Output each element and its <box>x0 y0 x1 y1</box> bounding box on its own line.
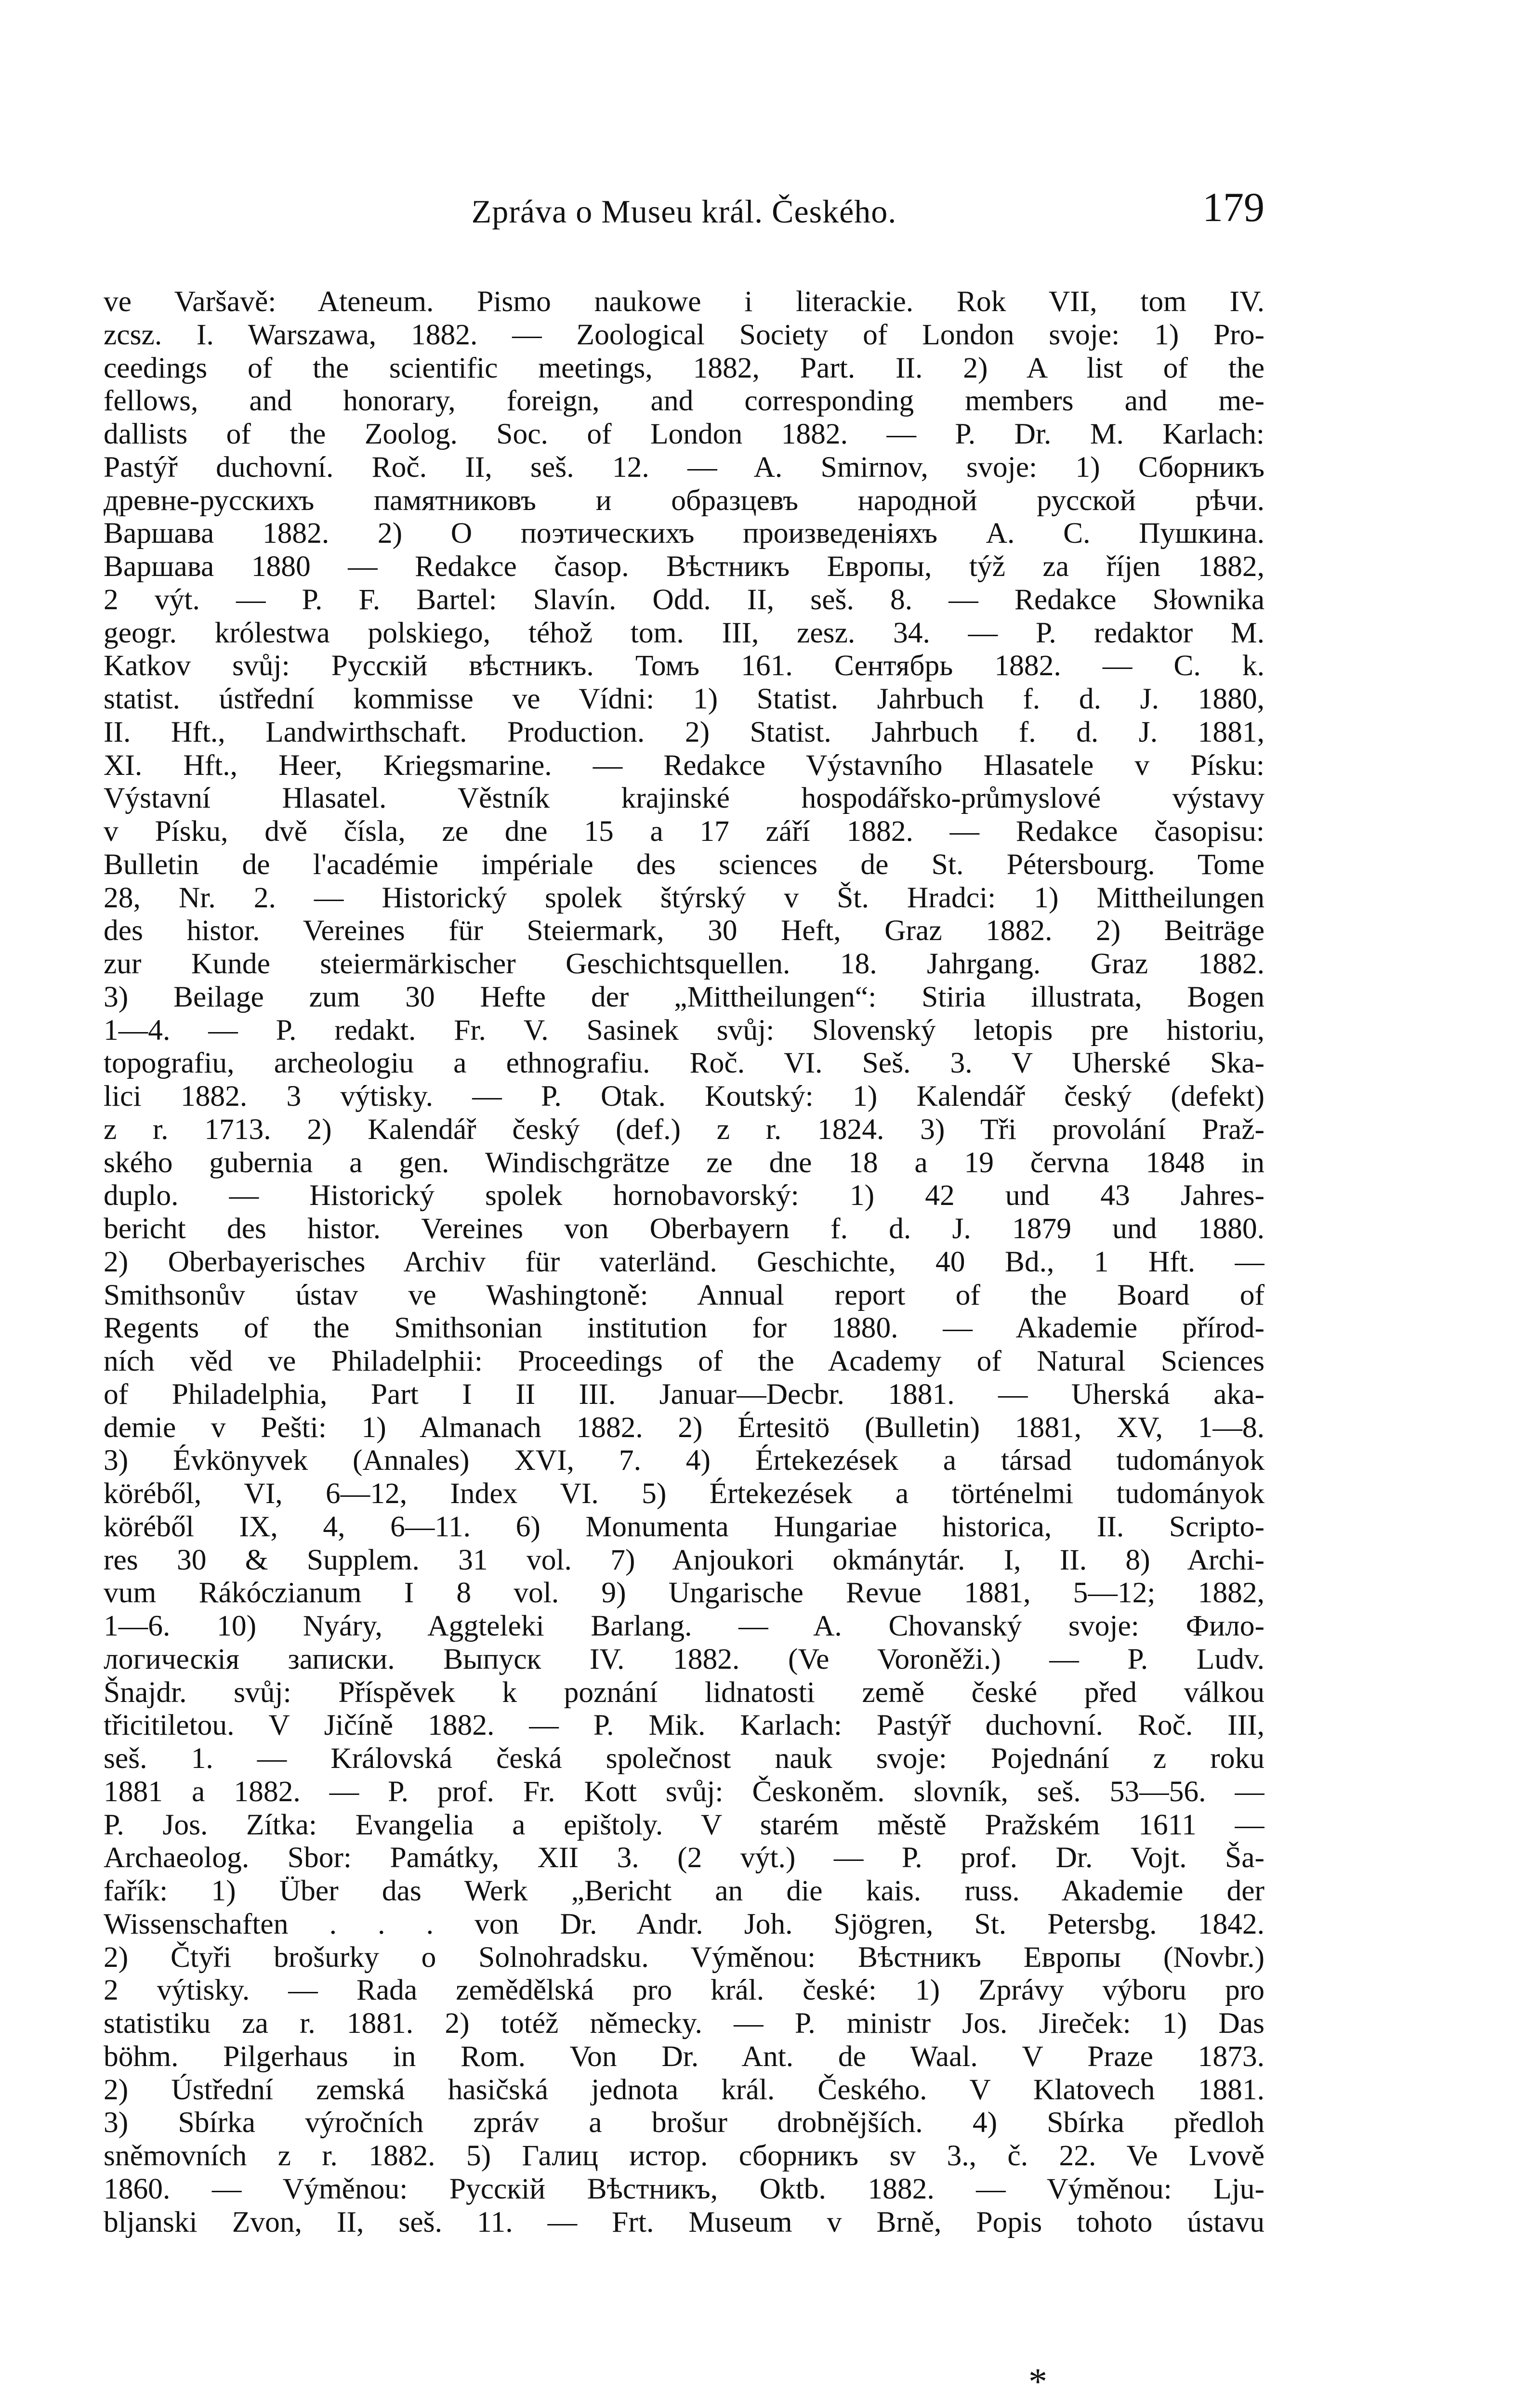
text-line: Варшава 1882. 2) О поэтическихъ произведеніяхъ А. С. Пушкина. <box>104 517 1265 550</box>
text-line: bericht des histor. Vereines von Oberbayern f. d. J. 1879 und 1880. <box>104 1212 1265 1245</box>
text-line: ve Varšavě: Ateneum. Pismo naukowe i literackie. Rok VII, tom IV. <box>104 285 1265 318</box>
running-title: Zpráva o Museu král. Českého. <box>471 193 897 230</box>
text-line: 3) Sbírka výročních zpráv a brošur drobnějších. 4) Sbírka předloh <box>104 2106 1265 2139</box>
text-line: köréből IX, 4, 6—11. 6) Monumenta Hungariae historica, II. Scriptо- <box>104 1510 1265 1543</box>
text-line: 3) Évkönyvek (Annales) XVI, 7. 4) Értekezések a társad tudományok <box>104 1444 1265 1477</box>
text-line: dallists of the Zoolog. Soc. of London 1882. — P. Dr. M. Karlach: <box>104 418 1265 450</box>
page-header <box>104 183 1265 236</box>
text-line: 1—4. — P. redakt. Fr. V. Sasinek svůj: Slovenský letopis pre historiu, <box>104 1013 1265 1047</box>
text-line: ních věd ve Philadelphii: Proceedings of the Academy of Natural Sciences <box>104 1345 1265 1377</box>
text-line: Варшава 1880 — Redakce časop. Вѣстникъ Европы, týž za říjen 1882, <box>104 550 1265 583</box>
text-line: bljanski Zvon, II, seš. 11. — Frt. Museum v Brně, Popis tohoto ústavu <box>104 2205 1265 2238</box>
text-line: 2 výt. — P. F. Bartel: Slavín. Odd. II, seš. 8. — Redakce Słownika <box>104 583 1265 616</box>
text-line: Šnajdr. svůj: Příspěvek k poznání lidnatosti země české před válkou <box>104 1675 1265 1709</box>
text-line: seš. 1. — Královská česká společnost nauk svoje: Pojednání z roku <box>104 1742 1265 1775</box>
text-line: 2) Ústřední zemská hasičská jednota král. Českého. V Klatovech 1881. <box>104 2073 1265 2106</box>
text-line: Wissenschaften . . . von Dr. Andr. Joh. Sjögren, St. Petersbg. 1842. <box>104 1907 1265 1940</box>
text-line: of Philadelphia, Part I II III. Januar—Decbr. 1881. — Uherská aka- <box>104 1377 1265 1411</box>
text-line: Archaeolog. Sbor: Památky, XII 3. (2 výt.) — P. prof. Dr. Vojt. Ša- <box>104 1841 1265 1874</box>
text-line: böhm. Pilgerhaus in Rom. Von Dr. Ant. de Waal. V Praze 1873. <box>104 2040 1265 2073</box>
page-number: 179 <box>1202 184 1265 230</box>
text-line: 3) Beilage zum 30 Hefte der „Mittheilungen“: Stiria illustrata, Bogen <box>104 980 1265 1013</box>
text-line: Pastýř duchovní. Roč. II, seš. 12. — A. Smirnov, svoje: 1) Сборникъ <box>104 450 1265 484</box>
text-line: lici 1882. 3 výtisky. — P. Otak. Koutský: 1) Kalendář český (defekt) <box>104 1080 1265 1112</box>
body-text <box>104 285 1265 2238</box>
text-line: Smithsonův ústav ve Washingtoně: Annual report of the Board of <box>104 1278 1265 1311</box>
text-line: fařík: 1) Über das Werk „Bericht an die kais. russ. Akademie der <box>104 1874 1265 1907</box>
text-line: 1860. — Výměnou: Русскій Вѣстникъ, Oktb. 1882. — Výměnou: Lju- <box>104 2172 1265 2205</box>
text-line: v Písku, dvě čísla, ze dne 15 a 17 září 1882. — Redakce časopisu: <box>104 815 1265 848</box>
text-line: statistiku za r. 1881. 2) totéž německy. — P. ministr Jos. Jireček: 1) Das <box>104 2007 1265 2040</box>
text-line: des histor. Vereines für Steiermark, 30 Heft, Graz 1882. 2) Beiträge <box>104 914 1265 947</box>
text-line: II. Hft., Landwirthschaft. Production. 2) Statist. Jahrbuch f. d. J. 1881, <box>104 715 1265 748</box>
text-line: 1881 a 1882. — P. prof. Fr. Kott svůj: Českoněm. slovník, seš. 53—56. — <box>104 1775 1265 1808</box>
text-line: demie v Pešti: 1) Almanach 1882. 2) Értesitö (Bulletin) 1881, XV, 1—8. <box>104 1411 1265 1444</box>
text-line: Katkov svůj: Русскій вѣстникъ. Томъ 161. Сентябрь 1882. — C. k. <box>104 649 1265 682</box>
text-line: statist. ústřední kommisse ve Vídni: 1) Statist. Jahrbuch f. d. J. 1880, <box>104 682 1265 715</box>
text-line: Regents of the Smithsonian institution for 1880. — Akademie přírod- <box>104 1311 1265 1345</box>
text-line: zcsz. I. Warszawa, 1882. — Zoological Society of London svoje: 1) Pro- <box>104 318 1265 351</box>
text-line: древне-русскихъ памятниковъ и образцевъ народной русской рѣчи. <box>104 484 1265 517</box>
text-line: Výstavní Hlasatel. Věstník krajinské hospodářsko-průmyslové výstavy <box>104 782 1265 815</box>
signature-mark: * <box>1028 2360 1047 2402</box>
text-line: vum Rákóczianum I 8 vol. 9) Ungarische Revue 1881, 5—12; 1882, <box>104 1576 1265 1610</box>
text-line: duplo. — Historický spolek hornobavorský: 1) 42 und 43 Jahres- <box>104 1179 1265 1212</box>
text-line: XI. Hft., Heer, Kriegsmarine. — Redakce Výstavního Hlasatele v Písku: <box>104 748 1265 782</box>
text-line: Bulletin de l'académie impériale des sciences de St. Pétersbourg. Tome <box>104 848 1265 881</box>
text-line: z r. 1713. 2) Kalendář český (def.) z r. 1824. 3) Tři provolání Praž- <box>104 1112 1265 1146</box>
text-line: 2) Oberbayerisches Archiv für vaterländ. Geschichte, 40 Bd., 1 Hft. — <box>104 1245 1265 1278</box>
text-line: topografiu, archeologiu a ethnografiu. Roč. VI. Seš. 3. V Uherské Ska- <box>104 1047 1265 1080</box>
text-line: res 30 & Supplem. 31 vol. 7) Anjoukori okmánytár. I, II. 8) Archi- <box>104 1543 1265 1576</box>
text-line: 1—6. 10) Nyáry, Aggteleki Barlang. — A. Chovanský svoje: Фило- <box>104 1610 1265 1642</box>
text-line: köréből, VI, 6—12, Index VI. 5) Értekezések a történelmi tudományok <box>104 1477 1265 1510</box>
text-line: 2 výtisky. — Rada zemědělská pro král. české: 1) Zprávy výboru pro <box>104 1974 1265 2007</box>
text-line: 28, Nr. 2. — Historický spolek štýrský v Št. Hradci: 1) Mittheilungen <box>104 881 1265 914</box>
text-line: fellows, and honorary, foreign, and corresponding members and me- <box>104 384 1265 418</box>
text-line: třicitiletou. V Jičíně 1882. — P. Mik. Karlach: Pastýř duchovní. Roč. III, <box>104 1709 1265 1742</box>
text-line: P. Jos. Zítka: Evangelia a epištoly. V starém městě Pražském 1611 — <box>104 1808 1265 1841</box>
text-line: sněmovních z r. 1882. 5) Галиц истор. сборникъ sv 3., č. 22. Ve Lvově <box>104 2139 1265 2172</box>
text-line: geogr. królestwa polskiego, téhož tom. III, zesz. 34. — P. redaktor M. <box>104 616 1265 649</box>
text-line: 2) Čtyři brošurky o Solnohradsku. Výměnou: Вѣстникъ Европы (Novbr.) <box>104 1940 1265 1974</box>
text-line: ceedings of the scientific meetings, 1882, Part. II. 2) A list of the <box>104 351 1265 384</box>
text-line: логическія записки. Выпуск IV. 1882. (Ve Voroněži.) — P. Ludv. <box>104 1642 1265 1675</box>
text-line: zur Kunde steiermärkischer Geschichtsquellen. 18. Jahrgang. Graz 1882. <box>104 947 1265 980</box>
text-line: ského gubernia a gen. Windischgrätze ze dne 18 a 19 června 1848 in <box>104 1146 1265 1179</box>
